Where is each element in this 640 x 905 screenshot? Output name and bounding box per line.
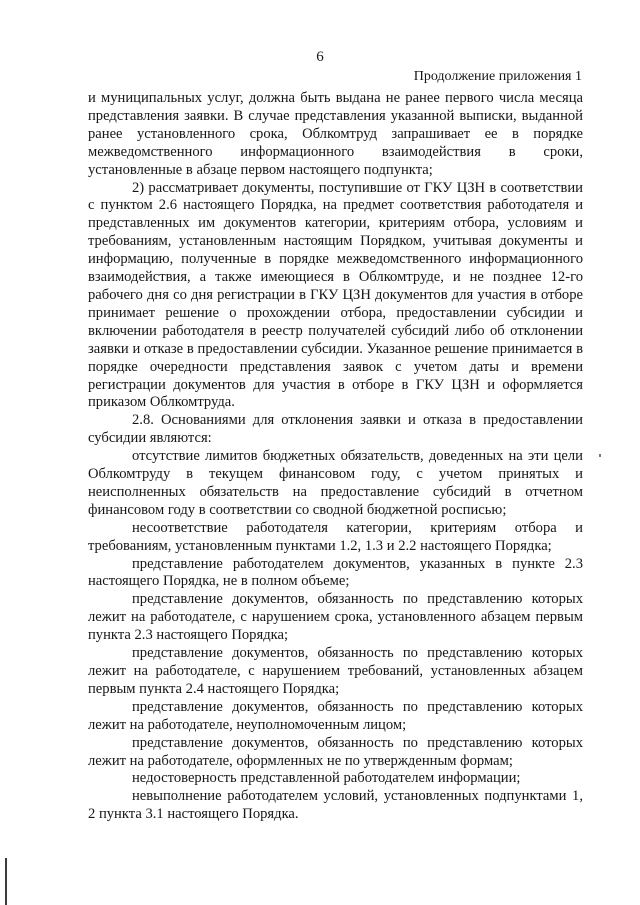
paragraph-ground-conditions-not-met: невыполнение работодателем условий, установленных подпунктами 1, 2 пункта 3.1 настоящего Порядка. [88,788,583,823]
page-number: 6 [316,49,324,65]
paragraph-ground-requirements-violation: представление документов, обязанность по представлению которых лежит на работодателе, с нарушением требований, установленных абзацем первым пункта 2.4 настоящего Порядка; [88,645,583,697]
paragraph-ground-category-mismatch: несоответствие работодателя категории, критериям отбора и требованиям, установленным пунктами 1.2, 1.3 и 2.2 настоящего Порядка; [88,519,583,554]
paragraph-clause-2-8: 2.8. Основаниями для отклонения заявки и отказа в предоставлении субсидии являются: [88,412,583,447]
appendix-continuation-note: Продолжение приложения 1 [413,69,582,84]
scan-speck [599,454,601,457]
scan-edge-mark [5,858,7,905]
paragraph-ground-incomplete-documents: представление работодателем документов, указанных в пункте 2.3 настоящего Порядка, не в полном объеме; [88,555,583,590]
paragraph-subitem-2: 2) рассматривает документы, поступившие от ГКУ ЦЗН в соответствии с пунктом 2.6 настоящего Порядка, на предмет соответствия работодателя и представленных им документов категории, критериям отбора, условиям и требованиям, установленным настоящим Порядком, учитывая документы и информацию, полученные в порядке межведомственного информационного взаимодействия, а также имеющиеся в Облкомтруде, и не позднее 12-го рабочего дня со дня регистрации в ГКУ ЦЗН документов для участия в отборе принимает решение о прохождении отбора, предоставлении субсидии и включении работодателя в реестр получателей субсидий либо об отклонении заявки и отказе в предоставлении субсидии. Указанное решение принимается в порядке очередности представления заявок с учетом даты и времени регистрации документов для участия в отборе в ГКУ ЦЗН и оформляется приказом Облкомтруда. [88,179,583,411]
paragraph-ground-deadline-violation: представление документов, обязанность по представлению которых лежит на работодателе, с нарушением срока, установленного абзацем первым пункта 2.3 настоящего Порядка; [88,591,583,644]
document-body [88,90,583,824]
paragraph-ground-false-information: недостоверность представленной работодателем информации; [132,770,521,787]
paragraph-ground-budget-limits: отсутствие лимитов бюджетных обязательств, доведенных на эти цели Облкомтруду в текущем финансовом году, с учетом принятых и неисполненных обязательств на предоставление субсидий в отчетном финансовом году в соответствии со сводной бюджетной росписью; [88,448,583,518]
paragraph-continuation: и муниципальных услуг, должна быть выдана не ранее первого числа месяца представления заявки. В случае представления указанной выписки, выданной ранее установленного срока, Облкомтруд запрашивает ее в порядке межведомственного информационного взаимодействия в сроки, установленные в абзаце первом настоящего подпункта; [88,90,583,178]
paragraph-ground-wrong-forms: представление документов, обязанность по представлению которых лежит на работодателе, оформленных не по утвержденным формам; [88,734,583,769]
paragraph-ground-unauthorized-person: представление документов, обязанность по представлению которых лежит на работодателе, неуполномоченным лицом; [88,698,583,733]
